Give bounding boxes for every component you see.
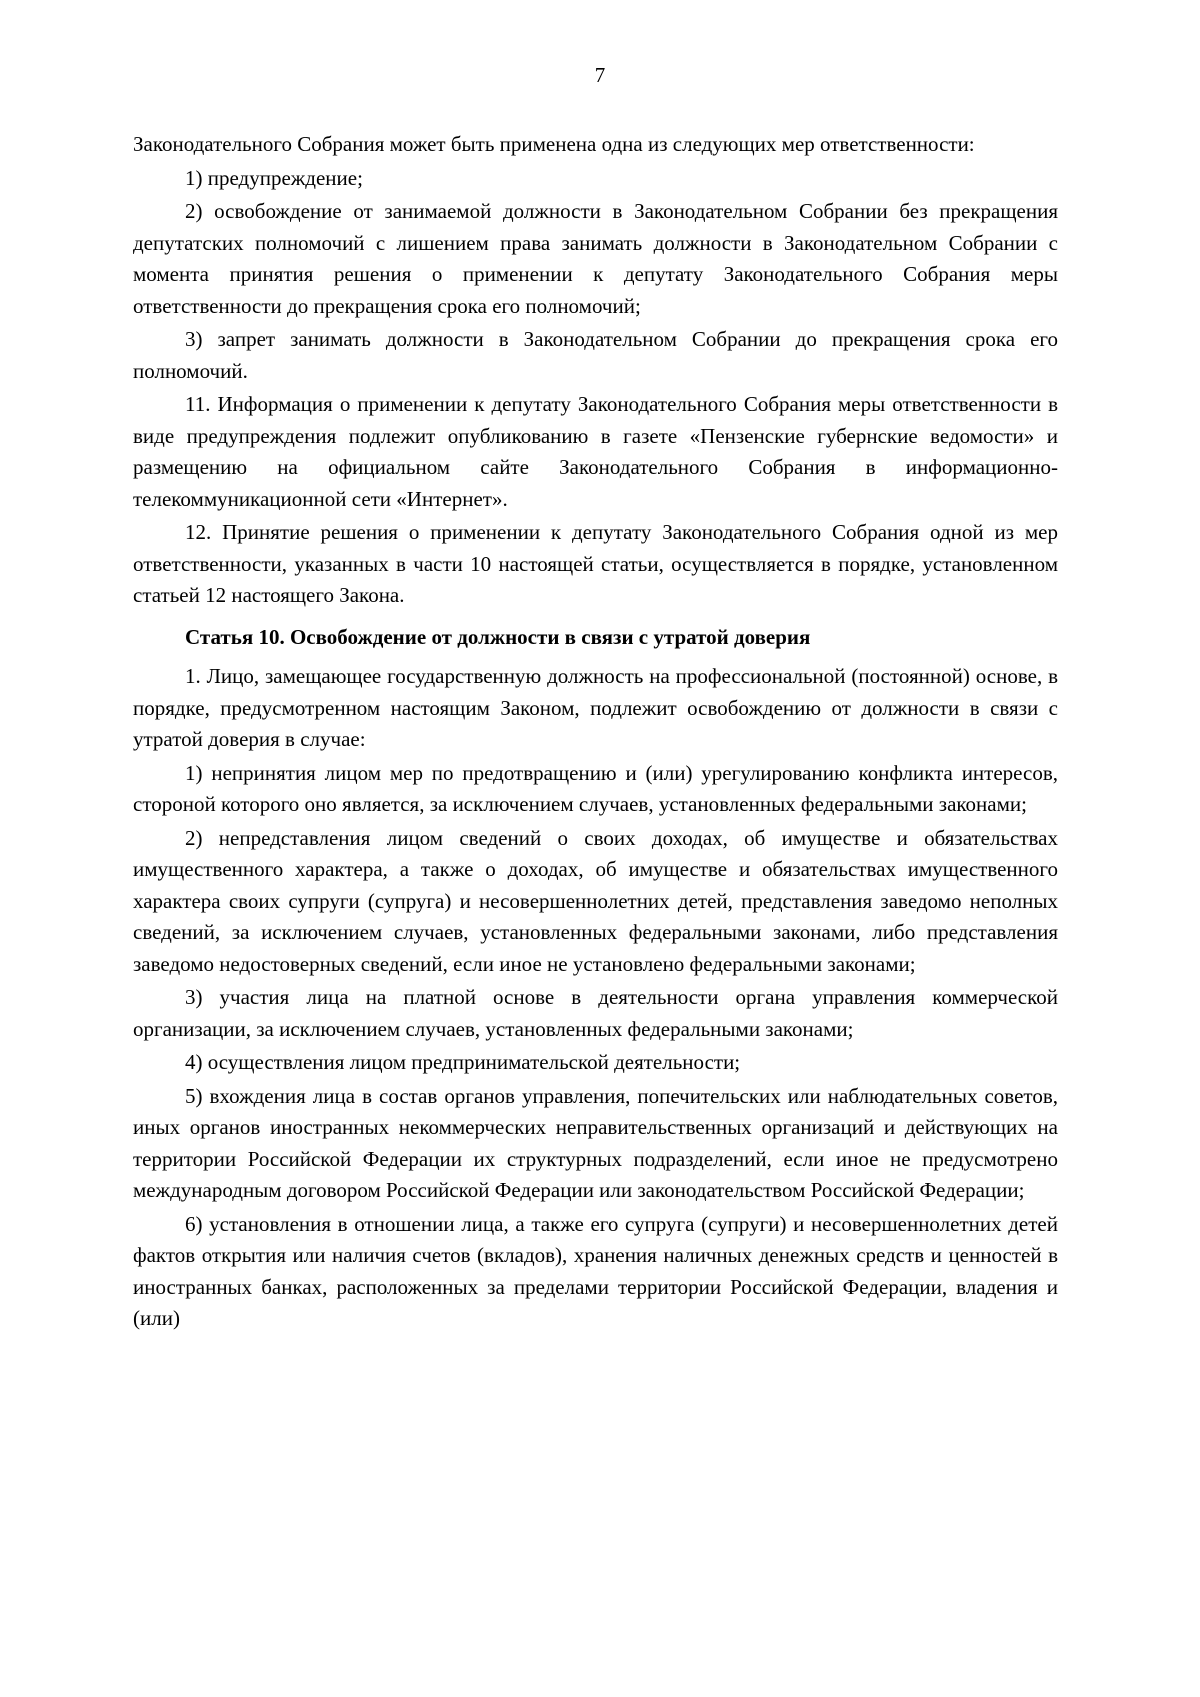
- article-10-item-3: 3) участия лица на платной основе в деятельности органа управления коммерческой организации, за исключением случаев, установленных федеральными законами;: [133, 985, 1058, 1041]
- article-10-paragraph-1: 1. Лицо, замещающее государственную должность на профессиональной (постоянной) основе, в порядке, предусмотренном настоящим Законом, подлежит освобождению от должности в связи с утратой доверия в случае:: [133, 664, 1058, 751]
- article-10-heading: Статья 10. Освобождение от должности в связи с утратой доверия: [185, 624, 811, 649]
- list-item-3: 3) запрет занимать должности в Законодательном Собрании до прекращения срока его полномочий.: [133, 327, 1058, 383]
- article-10-item-4: 4) осуществления лицом предпринимательской деятельности;: [185, 1050, 741, 1074]
- list-item-2: 2) освобождение от занимаемой должности в Законодательном Собрании без прекращения депутатских полномочий с лишением права занимать должности в Законодательном Собрании с момента принятия решения о применении к депутату Законодательного Собрания меры ответственности до прекращения срока его полномочий;: [133, 199, 1058, 318]
- article-10-item-2: 2) непредставления лицом сведений о своих доходах, об имуществе и обязательствах имущественного характера, а также о доходах, об имуществе и обязательствах имущественного характера своих супруги (супруга) и несовершеннолетних детей, представления заведомо неполных сведений, за исключением случаев, установленных федеральными законами, либо представления заведомо недостоверных сведений, если иное не установлено федеральными законами;: [133, 825, 1058, 976]
- article-10-item-5: 5) вхождения лица в состав органов управления, попечительских или наблюдательных советов, иных органов иностранных некоммерческих неправительственных организаций и действующих на территории Российской Федерации их структурных подразделений, если иное не предусмотрено международным договором Российской Федерации или законодательством Российской Федерации;: [133, 1083, 1058, 1202]
- article-10-item-1: 1) непринятия лицом мер по предотвращению и (или) урегулированию конфликта интересов, стороной которого оно является, за исключением случаев, установленных федеральными законами;: [133, 760, 1058, 816]
- list-item-1: 1) предупреждение;: [185, 165, 363, 190]
- article-10-item-6: 6) установления в отношении лица, а также его супруга (супруги) и несовершеннолетних детей фактов открытия или наличия счетов (вкладов), хранения наличных денежных средств и ценностей в иностранных банках, расположенных за пределами территории Российской Федерации, владения и (или): [133, 1211, 1058, 1330]
- page-number: 7: [594, 63, 606, 87]
- paragraph-12: 12. Принятие решения о применении к депутату Законодательного Собрания одной из мер ответственности, указанных в части 10 настоящей статьи, осуществляется в порядке, установленном статьей 12 настоящего Закона.: [133, 520, 1058, 607]
- paragraph-11: 11. Информация о применении к депутату Законодательного Собрания меры ответственности в виде предупреждения подлежит опубликованию в газете «Пензенские губернские ведомости» и размещению на официальном сайте Законодательного Собрания в информационно-телекоммуникационной сети «Интернет».: [133, 392, 1058, 511]
- paragraph-continuation: Законодательного Собрания может быть применена одна из следующих мер ответственности:: [133, 132, 975, 156]
- document-body: [133, 129, 1058, 1335]
